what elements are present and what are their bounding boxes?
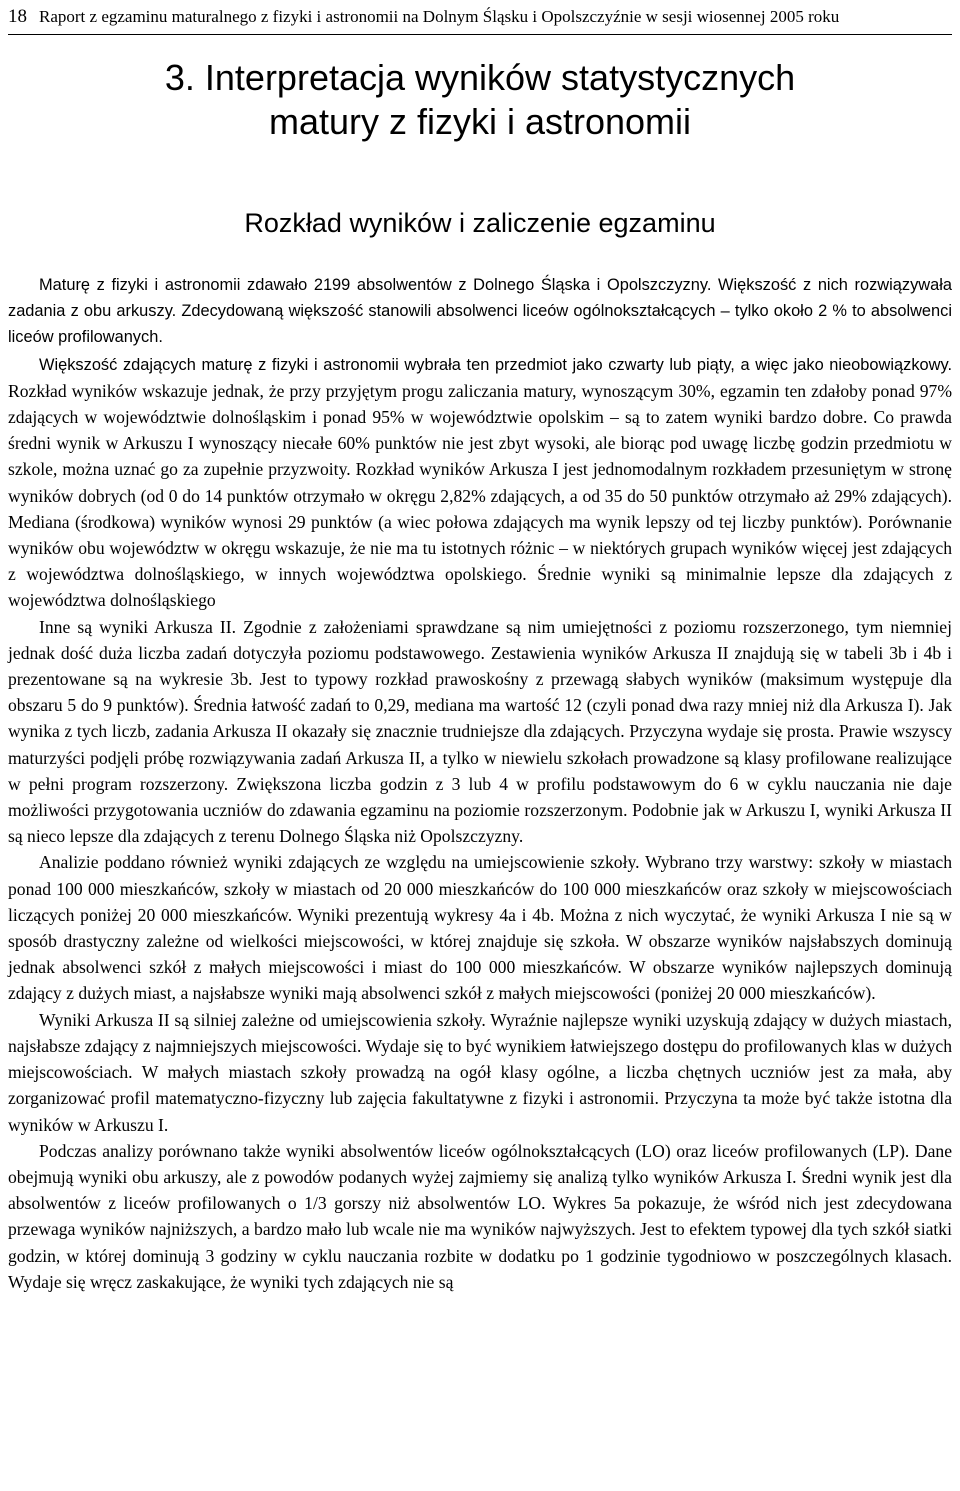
paragraph-3: Inne są wyniki Arkusza II. Zgodnie z założeniami sprawdzane są nim umiejętności z poziomu rozszerzonego, tym niemniej jednak dość duża liczba zadań dotyczyła poziomu podstawowego. Zestawienia wyników Arkusza II znajdują się w tabeli 3b i 4b i prezentowane są na wykresie 3b. Jest to typowy rozkład prawoskośny z przewagą słabych wyników (maksimum występuje dla obszaru 5 do 9 punktów). Średnia łatwość zadań to 0,29, mediana ma wartość 12 (czyli ponad dwa razy mniej niż dla Arkusza I). Jak wynika z tych liczb, zadania Arkusza II okazały się znacznie trudniejsze dla zdających. Przyczyna wydaje się prosta. Prawie wszyscy maturzyści podjęli próbę rozwiązywania zadań Arkusza II, a tylko w niewielu szkołach prowadzone są klasy profilowane realizujące w pełni program rozszerzony. Zwiększona liczba godzin z 3 lub 4 w profilu podstawowym do 6 w cyklu nauczania nie daje możliwości przygotowania uczniów do zdawania egzaminu na poziomie rozszerzonym. Podobnie jak w Arkuszu I, wyniki Arkusza II są nieco lepsze dla zdających z terenu Dolnego Śląska niż Opolszczyzny. xyxy=(8,616,952,847)
paragraph-4: Analizie poddano również wyniki zdających ze względu na umiejscowienie szkoły. Wybrano trzy warstwy: szkoły w miastach ponad 100 000 mieszkańców, szkoły w miastach od 20 000 mieszkańców do 100 000 mieszkańców oraz szkoły w miejscowościach liczących poniżej 20 000 mieszkańców. Wyniki prezentują wykresy 4a i 4b. Można z nich wyczytać, że wyniki Arkusza I nie są w sposób drastyczny zależne od wielkości miejscowości, w której znajduje się szkoła. W obszarze wyników najsłabszych dominują jednak absolwenci szkół z małych miejscowości i miast do 100 000 mieszkańców. W obszarze wyników najlepszych dominują zdający z dużych miast, a najsłabsze wyniki mają absolwenci szkół z małych miejscowości (poniżej 20 000 mieszkańców). xyxy=(8,852,952,1004)
paragraph-2 xyxy=(8,351,952,614)
section-title-line1: 3. Interpretacja wyników statystycznych xyxy=(164,57,796,98)
page-number: 18 xyxy=(8,6,27,27)
paragraph-2-body: Rozkład wyników wskazuje jednak, że przy przyjętym progu zaliczania matury, wynoszącym 30%, egzamin ten zdałoby ponad 97% zdających w województwie dolnośląskim i ponad 95% w województwie opolskim – są to zatem wyniki bardzo dobre. Co prawda średni wynik w Arkuszu I wynoszący niecałe 60% punktów nie jest zbyt wysoki, ale biorąc pod uwagę liczbę godzin przedmiotu w szkole, można uznać go za zupełnie przyzwoity. Rozkład wyników Arkusza I jest jednomodalnym rozkładem przesuniętym w stronę wyników dobrych (od 0 do 14 punktów otrzymało w okręgu 2,82% zdających, a od 35 do 50 punktów otrzymało aż 29% zdających). Mediana (środkowa) wyników wynosi 29 punktów (a wiec połowa zdających ma wynik lepszy od tej liczby punktów). Porównanie wyników obu województw w okręgu wskazuje, że nie ma tu istotnych różnic – w niektórych grupach wyników więcej jest zdających z województwa dolnośląskiego, w innych województwa opolskiego. Średnie wyniki są minimalnie lepsze dla zdających z województwa dolnośląskiego xyxy=(8,380,952,611)
section-title xyxy=(0,56,960,144)
header-divider xyxy=(8,34,952,35)
paragraph-2-lead: Większość zdających maturę z fizyki i astronomii wybrała ten przedmiot jako czwarty lub piąty, a więc jako nieobowiązkowy. xyxy=(39,355,952,374)
paragraph-5: Wyniki Arkusza II są silniej zależne od umiejscowienia szkoły. Wyraźnie najlepsze wyniki uzyskują zdający w dużych miastach, najsłabsze zdający z najmniejszych miejscowości. Wydaje się to być wynikiem łatwiejszego dostępu do profilowanych klas w dużych miejscowościach. W małych miastach szkoły prowadzą na ogół klasy ogólne, a liczba chętnych uczniów jest za mała, aby zorganizować profil matematyczno-fizyczny lub zajęcia fakultatywne z fizyki i astronomii. Przyczyna ta może być także istotna dla wyników w Arkuszu I. xyxy=(8,1009,952,1135)
paragraph-6: Podczas analizy porównano także wyniki absolwentów liceów ogólnokształcących (LO) oraz liceów profilowanych (LP). Dane obejmują wyniki obu arkuszy, ale z powodów podanych wyżej zajmiemy się analizą tylko wyników Arkusza I. Średni wynik jest dla absolwentów z liceów profilowanych o 1/3 gorszy niż absolwentów LO. Wykres 5a pokazuje, że wśród nich jest zdecydowana przewaga wyników najniższych, a bardzo mało lub wcale nie ma wyników najwyższych. Jest to efektem typowej dla tych szkół siatki godzin, w której dominują 3 godziny w cyklu nauczania rozbite w dodatku po 1 godzinie tygodniowo w poszczególnych klasach. Wydaje się wręcz zaskakujące, że wyniki tych zdających nie są xyxy=(8,1140,952,1292)
document-body xyxy=(8,272,952,1295)
subsection-title: Rozkład wyników i zaliczenie egzaminu xyxy=(244,208,716,238)
running-title: Raport z egzaminu maturalnego z fizyki i astronomii na Dolnym Śląsku i Opolszczyźnie w sesji wiosennej 2005 roku xyxy=(39,7,840,26)
section-title-line2: matury z fizyki i astronomii xyxy=(268,101,692,142)
paragraph-1: Maturę z fizyki i astronomii zdawało 2199 absolwentów z Dolnego Śląska i Opolszczyzny. Większość z nich rozwiązywała zadania z obu arkuszy. Zdecydowaną większość stanowili absolwenci liceów ogólnokształcących – tylko około 2 % to absolwenci liceów profilowanych. xyxy=(8,276,952,347)
running-header xyxy=(8,6,948,28)
